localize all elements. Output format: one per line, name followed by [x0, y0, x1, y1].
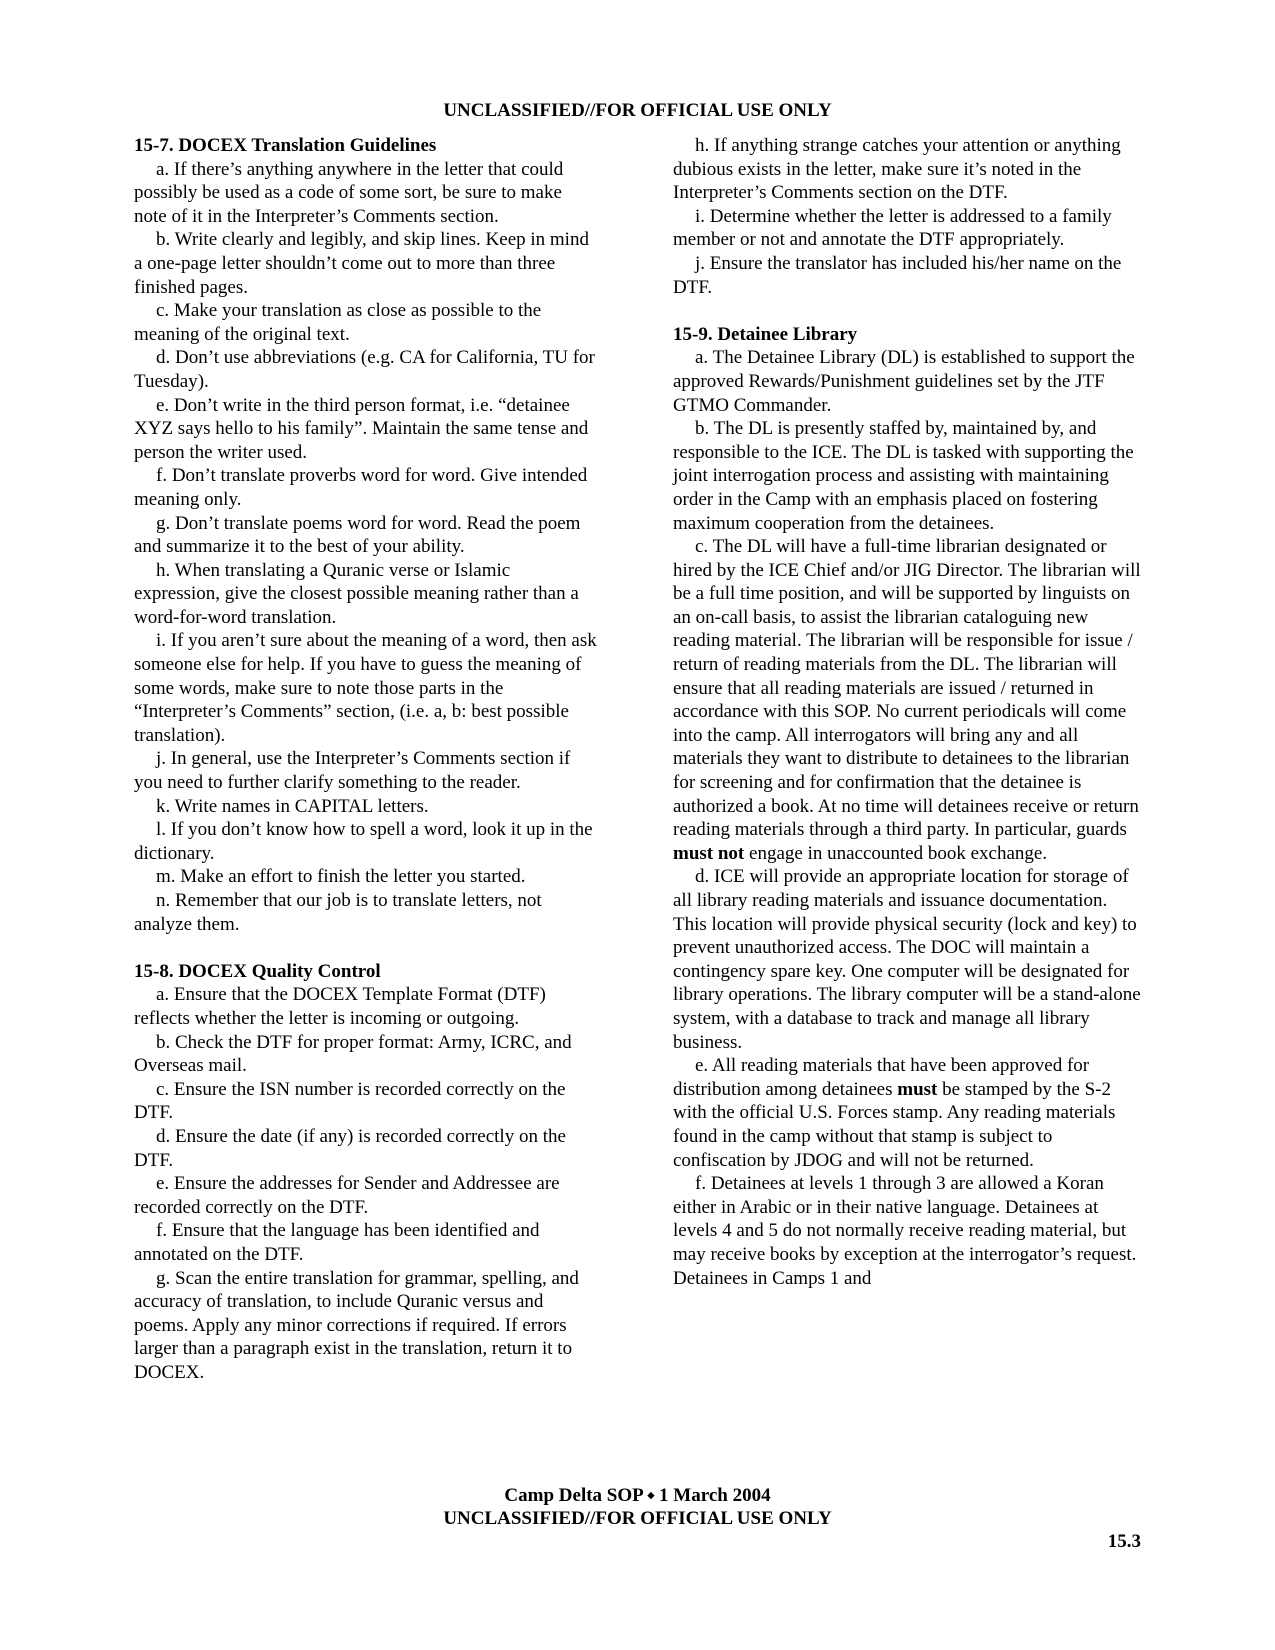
library-item-a: a. The Detainee Library (DL) is established to support the approved Rewards/Punishment guidelines set by the JTF GTMO Commander. [673, 347, 1135, 416]
page-number: 15.3 [1107, 1531, 1141, 1552]
library-item-e-text-end: be stamped by the S-2 with the official U.S. Forces stamp. Any reading materials found in the camp without that stamp is subject to confiscation by JDOG and will not be returned. [673, 1078, 1116, 1171]
quality-item: g. Scan the entire translation for grammar, spelling, and accuracy of translation, to include Quranic versus and poems. Apply any minor corrections if required. If errors larger than a paragraph exist in the translation, return it to DOCEX. [134, 1267, 579, 1383]
library-item-b: b. The DL is presently staffed by, maintained by, and responsible to the ICE. The DL is tasked with supporting the joint interrogation process and assisting with maintaining order in the Camp with an emphasis placed on fostering maximum cooperation from the detainees. [673, 418, 1134, 534]
guideline-item: a. If there’s anything anywhere in the letter that could possibly be used as a code of some sort, be sure to make note of it in the Interpreter’s Comments section. [134, 158, 564, 227]
guideline-item: n. Remember that our job is to translate letters, not analyze them. [134, 890, 542, 935]
guideline-item: d. Don’t use abbreviations (e.g. CA for California, TU for Tuesday). [134, 347, 595, 392]
quality-item: j. Ensure the translator has included his/her name on the DTF. [673, 252, 1122, 298]
quality-item: b. Check the DTF for proper format: Army, ICRC, and Overseas mail. [134, 1031, 572, 1077]
library-item-c-text: c. The DL will have a full-time librarian designated or hired by the ICE Chief and/or JIG Director. The librarian will be a full time position, and will be supported by linguists on an on-call basis, to assist the librarian cataloguing new reading material. The librarian will be responsible for issue / return of reading materials from the DL. The librarian will ensure that all reading materials are issued / returned in accordance with this SOP. No current periodicals will come into the camp. All interrogators will bring any and all materials they want to distribute to detainees to the librarian for screening and for confirmation that the detainee is authorized a book. At no time will detainees receive or return reading materials through a third party. In particular, guards [673, 536, 1141, 841]
guideline-item: c. Make your translation as close as possible to the meaning of the original text. [134, 300, 542, 345]
classification-footer: UNCLASSIFIED//FOR OFFICIAL USE ONLY [443, 1508, 832, 1529]
section-spacer [134, 936, 597, 960]
section-spacer [673, 299, 1141, 323]
guideline-item: k. Write names in CAPITAL letters. [156, 795, 429, 817]
library-item-d: d. ICE will provide an appropriate location for storage of all library reading materials and issuance documentation. This location will provide physical security (lock and key) to prevent unauthorized access. The DOC will maintain a contingency spare key. One computer will be designated for library operations. The library computer will be a stand-alone system, with a database to track and manage all library business. [673, 866, 1141, 1053]
quality-item: e. Ensure the addresses for Sender and Addressee are recorded correctly on the DTF. [134, 1173, 560, 1218]
guideline-item: m. Make an effort to finish the letter you started. [156, 866, 526, 888]
library-item-e-text: e. All reading materials that have been approved for distribution among detainees [673, 1055, 1090, 1100]
quality-item: i. Determine whether the letter is addressed to a family member or not and annotate the DTF appropriately. [673, 205, 1112, 251]
guideline-item: j. In general, use the Interpreter’s Comments section if you need to further clarify something to the reader. [134, 748, 571, 794]
library-item-c-text-end: engage in unaccounted book exchange. [744, 842, 1048, 864]
guideline-item: h. When translating a Quranic verse or Islamic expression, give the closest possible meaning rather than a word-for-word translation. [134, 559, 579, 628]
library-item-c-emphasis: must not [673, 842, 745, 864]
quality-item: h. If anything strange catches your attention or anything dubious exists in the letter, make sure it’s noted in the Interpreter’s Comments section on the DTF. [673, 135, 1121, 204]
library-item-f: f. Detainees at levels 1 through 3 are allowed a Koran either in Arabic or in their native language. Detainees at levels 4 and 5 do not normally receive reading material, but may receive books by exception at the interrogator’s request. Detainees in Camps 1 and [673, 1173, 1137, 1289]
guideline-item: e. Don’t write in the third person format, i.e. “detainee XYZ says hello to his family”. Maintain the same tense and person the writer used. [134, 394, 589, 463]
library-item-c [673, 535, 1141, 865]
left-column [134, 134, 597, 1384]
guideline-item: l. If you don’t know how to spell a word, look it up in the dictionary. [134, 819, 593, 864]
quality-item: a. Ensure that the DOCEX Template Format (DTF) reflects whether the letter is incoming or outgoing. [134, 984, 546, 1029]
page-footer [0, 1484, 1275, 1530]
guideline-item: b. Write clearly and legibly, and skip lines. Keep in mind a one-page letter shouldn’t come out to more than three finished pages. [134, 229, 589, 298]
section-title-docex-quality: 15-8. DOCEX Quality Control [134, 960, 381, 982]
guideline-item: g. Don’t translate poems word for word. Read the poem and summarize it to the best of your ability. [134, 512, 581, 558]
footer-document-title: Camp Delta SOP ⬩ 1 March 2004 [504, 1485, 771, 1506]
quality-item: d. Ensure the date (if any) is recorded correctly on the DTF. [134, 1125, 566, 1171]
quality-item: f. Ensure that the language has been identified and annotated on the DTF. [134, 1220, 540, 1265]
guideline-item: f. Don’t translate proverbs word for word. Give intended meaning only. [134, 465, 588, 510]
library-item-e-emphasis: must [897, 1078, 938, 1100]
library-item-e [673, 1054, 1141, 1172]
quality-item: c. Ensure the ISN number is recorded correctly on the DTF. [134, 1078, 566, 1124]
section-title-detainee-library: 15-9. Detainee Library [673, 323, 858, 345]
guideline-item: i. If you aren’t sure about the meaning of a word, then ask someone else for help. If you have to guess the meaning of some words, make sure to note those parts in the “Interpreter’s Comments” section, (i.e. a, b: best possible translation). [134, 630, 597, 746]
classification-header: UNCLASSIFIED//FOR OFFICIAL USE ONLY [443, 100, 832, 121]
section-title-docex-translation: 15-7. DOCEX Translation Guidelines [134, 135, 437, 156]
right-column [673, 134, 1141, 1290]
